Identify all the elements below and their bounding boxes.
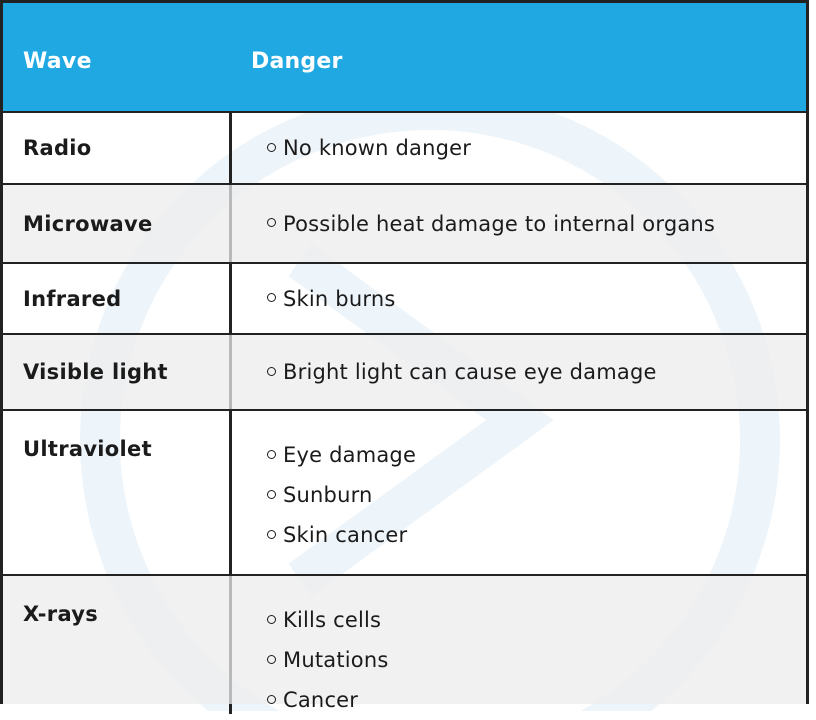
header-wave: Wave	[23, 48, 92, 74]
table-row	[3, 185, 806, 264]
danger-text: No known danger	[283, 136, 472, 160]
danger-item	[267, 435, 806, 475]
danger-item	[267, 600, 806, 640]
table-row	[3, 264, 806, 335]
table-row	[3, 411, 806, 576]
bullet-icon	[267, 143, 276, 152]
danger-text: Mutations	[283, 648, 389, 672]
danger-item	[267, 475, 806, 515]
danger-text: Possible heat damage to internal organs	[283, 211, 716, 236]
danger-text: Skin cancer	[283, 523, 408, 547]
danger-item	[267, 640, 806, 680]
danger-item	[267, 279, 395, 319]
bullet-icon	[267, 450, 276, 459]
danger-item	[267, 128, 471, 168]
danger-cell	[229, 411, 806, 574]
table-header-row	[3, 3, 806, 113]
danger-text: Cancer	[283, 688, 359, 712]
wave-name: Visible light	[23, 360, 168, 384]
bullet-icon	[267, 293, 276, 302]
bullet-icon	[267, 530, 276, 539]
bullet-icon	[267, 655, 276, 664]
danger-item	[267, 204, 715, 244]
wave-name: X-rays	[23, 602, 99, 626]
danger-cell	[229, 185, 806, 262]
bullet-icon	[267, 490, 276, 499]
wave-name: Ultraviolet	[23, 437, 152, 461]
table-row	[3, 335, 806, 411]
wave-name: Infrared	[23, 286, 122, 311]
danger-text: Skin burns	[283, 286, 396, 311]
table-row	[3, 113, 806, 185]
danger-cell	[229, 335, 806, 409]
danger-item	[267, 352, 657, 392]
header-danger: Danger	[251, 48, 343, 74]
danger-text: Bright light can cause eye damage	[283, 360, 657, 384]
danger-text: Kills cells	[283, 608, 382, 632]
bullet-icon	[267, 695, 276, 704]
wave-name: Microwave	[23, 211, 153, 236]
danger-cell	[229, 264, 806, 333]
danger-item	[267, 680, 806, 720]
bullet-icon	[267, 218, 276, 227]
danger-cell	[229, 113, 806, 183]
danger-text: Sunburn	[283, 483, 373, 507]
danger-cell	[229, 576, 806, 712]
danger-text: Eye damage	[283, 443, 417, 467]
table-row	[3, 576, 806, 712]
wave-name: Radio	[23, 136, 92, 160]
danger-item	[267, 515, 806, 555]
bullet-icon	[267, 615, 276, 624]
bullet-icon	[267, 367, 276, 376]
